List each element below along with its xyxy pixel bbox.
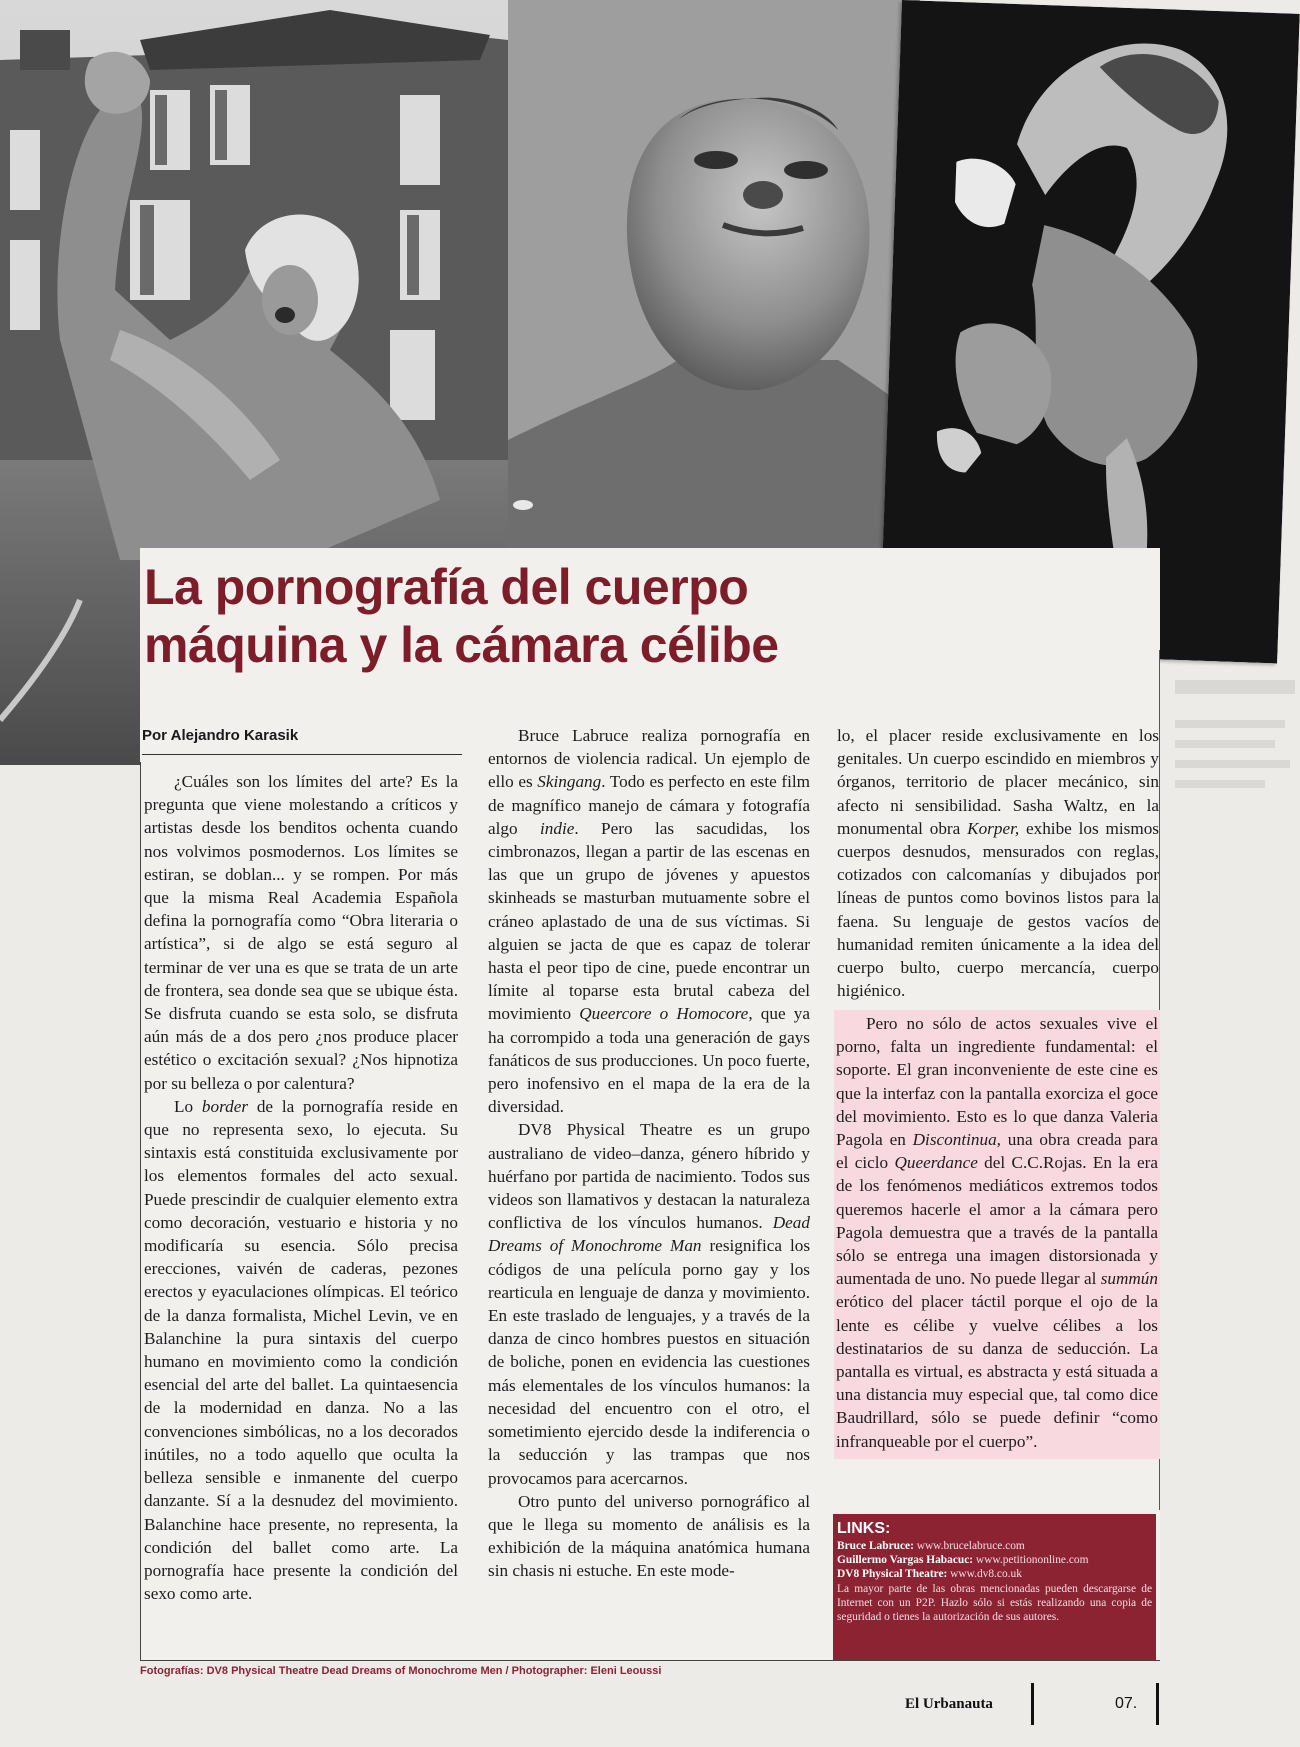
paragraph: Bruce Labruce realiza pornografía en entornos de violencia radical. Un ejemplo de ello es Skingang. Todo es perfecto en este film de magnífico manejo de cámara y fotografía algo indie. Pero las sacudidas, los cimbronazos, llegan a partir de las escenas en las que un grupo de jóvenes y apuestos skinheads se masturban mutuamente sobre el cráneo aplastado de una de sus víctimas. Si alguien se jacta de que es capaz de tolerar hasta el peor tipo de cine, puede encontrar un límite al toparse esta brutal cabeza del movimiento Queercore o Homocore, que ya ha corrompido a toda una generación de gays fanáticos de sus producciones. Un poco fuerte, pero inofensivo en el mapa de la era de la diversidad. [488,726,811,1117]
photo-credit: Fotografías: DV8 Physical Theatre Dead Dreams of Monochrome Men / Photographer: Eleni Leoussi [140,1665,662,1677]
highlighted-paragraph-box [834,1010,1160,1459]
bottom-rule [140,1660,1160,1661]
paragraph: Lo border de la pornografía reside en que no representa sexo, lo ejecuta. Su sintaxis está constituida exclusivamente por los elementos formales del acto sexual. Puede prescindir de cualquier elemento extra como decoración, vestuario e historia y no modificaría su esencia. Sólo precisa erecciones, vaivén de caderas, pezones erectos y eyaculaciones olímpicas. El teórico de la danza formalista, Michel Levin, ve en Balanchine la pura sintaxis del cuerpo humano en movimiento como la condición esencial del arte del ballet. La quintaesencia de la modernidad en danza. No a las convenciones simbólicas, no a los decorados inútiles, no a todo aquello que oculta la belleza sensible e inmanente del cuerpo danzante. Sí a la desnudez del movimiento. Balanchine hace presente, no representa, la condición del ballet como arte. La pornografía hace presente la condición del sexo como arte. [144,1096,458,1604]
left-column-rule [140,762,141,1660]
page-number: 07. [1115,1695,1138,1712]
paragraph: Pero no sólo de actos sexuales vive el porno, falta un ingrediente fundamental: el soporte. El gran inconveniente de este cine es que la interfaz con la pantalla exorciza el goce del movimiento. Esto es lo que danza Valeria Pagola en Discontinua, una obra creada para el ciclo Queerdance del C.C.Rojas. En la era de los fenómenos mediáticos extremos todos queremos hacerle el amor a la cámara pero Pagola demuestra que a través de la pantalla sólo se entrega una imagen distorsionada y aumentada de uno. No puede llegar al summún erótico del placer táctil porque el ojo de la lente es célibe y vuelve célibes a los destinatarios de su danza de seducción. La pantalla es virtual, es abstracta y está situada a una distancia muy especial que, tal como dice Baudrillard, sólo se puede definir “como infranqueable por el cuerpo”. [836,1014,1158,1451]
title-line-2: máquina y la cámara célibe [144,617,779,673]
link-row: Guillermo Vargas Habacuc: www.petitiononline.com [837,1554,1089,1566]
link-url[interactable]: www.dv8.co.uk [947,1568,1022,1580]
footer-divider [1031,1683,1034,1725]
links-box [833,1514,1156,1660]
byline: Por Alejandro Karasik [142,727,462,755]
paragraph: lo, el placer reside exclusivamente en los genitales. Un cuerpo escindido en miembros y órganos, territorio de placer mecánico, sin afecto ni sensibilidad. Sasha Waltz, en la monumental obra Korper, exhibe los mismos cuerpos desnudos, mensurados con reglas, cotizados con calcomanías y dibujados por líneas de puntos como bovinos listos para la faena. Su lenguaje de gestos vacíos de humanidad remiten únicamente a la idea del cuerpo bulto, cuerpo mercancía, cuerpo higiénico. [837,726,1159,1001]
link-url[interactable]: www.brucelabruce.com [913,1540,1025,1552]
magazine-name: El Urbanauta [905,1696,993,1712]
article-column-1 [144,770,458,1605]
link-row: Bruce Labruce: www.brucelabruce.com [837,1540,1025,1552]
link-row: DV8 Physical Theatre: www.dv8.co.uk [837,1568,1022,1580]
shirtless-man-photo [508,0,920,548]
article-column-2 [488,724,810,1583]
paragraph: Otro punto del universo pornográfico al que le llega su momento de análisis es la exhibición de la máquina anatómica humana sin chasis ni estuche. En este mode- [488,1491,810,1581]
paragraph: DV8 Physical Theatre es un grupo australiano de video–danza, género híbrido y huérfano por partida de nacimiento. Todos sus videos son llamativos y destacan la naturaleza conflictiva de los vínculos humanos. Dead Dreams of Monochrome Man resignifica los códigos de una película porno gay y los rearticula en lenguaje de danza y movimiento. En este traslado de lenguajes, y a través de la danza de cinco hombres puestos en situación de boliche, ponen en evidencia las cuestiones más elementales de los vínculos humanos: la necesidad del encuentro con el otro, el sometimiento ejercido desde la indiferencia o la seducción y las trampas que nos provocamos para acercarnos. [488,1120,811,1488]
paragraph: ¿Cuáles son los límites del arte? Es la pregunta que viene molestando a críticos y artistas desde los benditos ochenta cuando nos volvimos posmodernos. Los límites se estiran, se doblan... y se rompen. Por más que la misma Real Academia Española defina la pornografía como “Obra literaria o artística”, si de algo se está seguro al terminar de ver una es que se trata de un arte de frontera, sea donde sea que se ubique ésta. Se disfruta cuando se esta solo, se disfruta aún más de a dos pero ¿nos produce placer estético o excitación sexual? ¿Nos hipnotiza por su belleza o por calentura? [144,772,458,1093]
title-line-1: La pornografía del cuerpo [144,559,749,615]
article-column-3 [837,724,1159,1002]
bleed-through-texture [1165,660,1300,900]
links-heading: LINKS: [837,1520,891,1537]
link-url[interactable]: www.petitiononline.com [973,1554,1089,1566]
footer-divider [1156,1683,1159,1725]
article-title [144,558,844,674]
links-note: La mayor parte de las obras mencionadas pueden descargarse de Internet con un P2P. Hazlo sólo si estás realizando una copia de seguridad o tienes la autorización de sus autores. [837,1583,1152,1623]
